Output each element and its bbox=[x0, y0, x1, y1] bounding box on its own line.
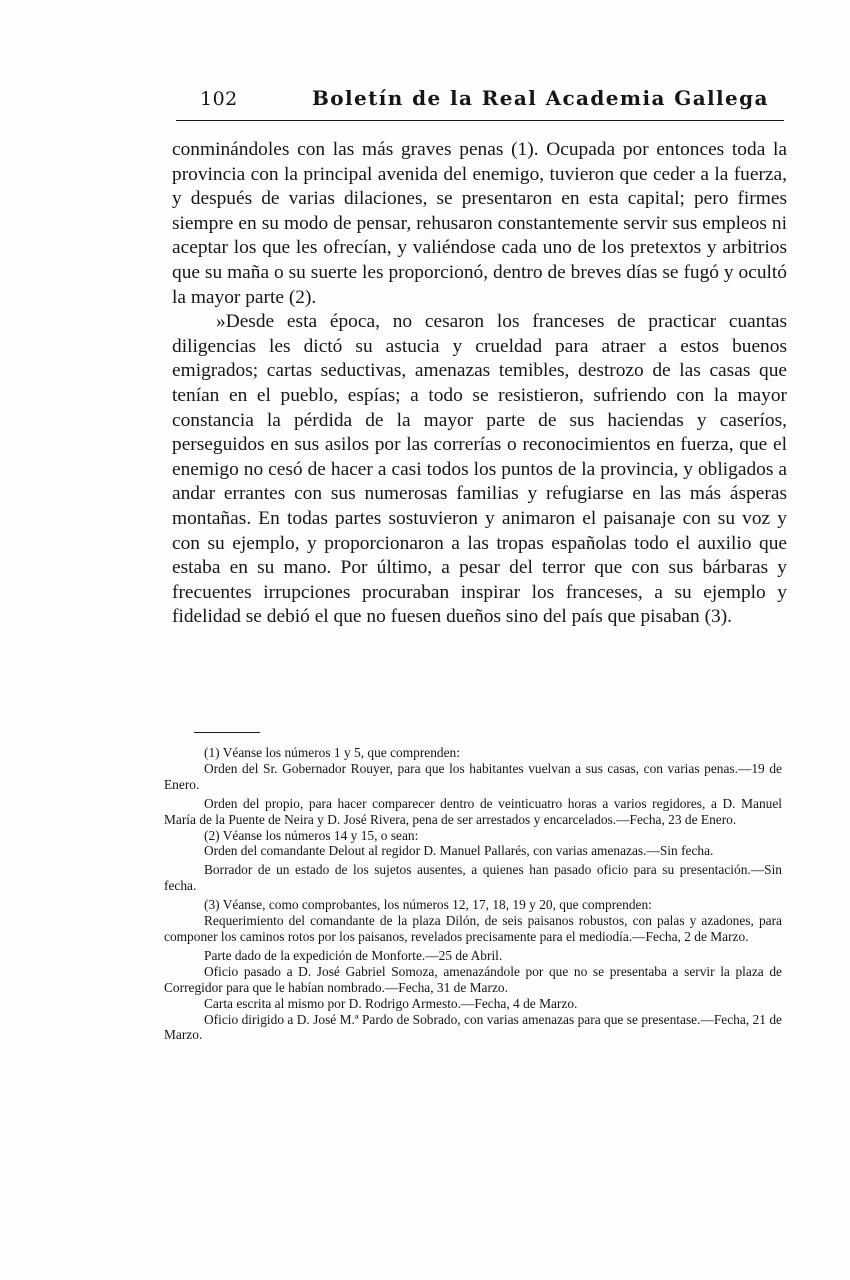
footnote-heading: (2) Véanse los números 14 y 15, o sean: bbox=[204, 827, 419, 843]
running-title: Boletín de la Real Academia Gallega bbox=[312, 86, 769, 110]
page-header bbox=[176, 84, 784, 121]
footnote-entry: Orden del propio, para hacer comparecer dentro de veinticuatro horas a varios regidores, a D. Manuel María de la Puente de Neira y D. José Rivera, pena de ser arrestados y encarcelados.—Fecha, 23 de Enero. bbox=[164, 795, 782, 827]
footnote-entry: Borrador de un estado de los sujetos ausentes, a quienes han pasado oficio para su presentación.—Sin fecha. bbox=[164, 862, 782, 894]
footnote-entry: Orden del Sr. Gobernador Rouyer, para que los habitantes vuelvan a sus casas, con varias penas.—19 de Enero. bbox=[164, 760, 782, 792]
footnote-entry: Carta escrita al mismo por D. Rodrigo Armesto.—Fecha, 4 de Marzo. bbox=[204, 995, 578, 1011]
footnote-heading: (3) Véanse, como comprobantes, los números 12, 17, 18, 19 y 20, que comprenden: bbox=[204, 897, 652, 913]
footnote-entry: Orden del comandante Delout al regidor D. Manuel Pallarés, con varias amenazas.—Sin fecha. bbox=[204, 843, 714, 859]
footnote-entry: Parte dado de la expedición de Monforte.—25 de Abril. bbox=[204, 947, 503, 963]
paragraph: »Desde esta época, no cesaron los franceses de practicar cuantas diligencias les dictó su astucia y crueldad para atraer a estos buenos emigrados; cartas seductivas, amenazas temibles, destrozo de las casas que tenían en el pueblo, espías; a todo se resistieron, sufriendo con la mayor constancia la pérdida de la mayor parte de sus haciendas y caseríos, perseguidos en sus asilos por las correrías o reconocimientos en fuerza, que el enemigo no cesó de hacer a casi todos los puntos de la provincia, y obligados a andar errantes con sus numerosas familias y refugiarse en las más ásperas montañas. En todas partes sostuvieron y animaron el paisanaje con su voz y con su ejemplo, y proporcionaron a las tropas españolas todo el auxilio que estaba en su mano. Por último, a pesar del terror que con sus bárbaras y frecuentes irrupciones procuraban inspirar los franceses, a su ejemplo y fidelidad se debió el que no fuesen dueños sino del país que pisaban (3). bbox=[172, 311, 787, 628]
page-number: 102 bbox=[200, 88, 238, 110]
paragraph: conminándoles con las más graves penas (1). Ocupada por entonces toda la provincia con la principal avenida del enemigo, tuvieron que ceder a la fuerza, y después de varias dilaciones, se presentaron en esta capital; pero firmes siempre en su modo de pensar, rehusaron constantemente servir sus empleos ni aceptar los que les ofrecían, y valiéndose cada uno de los pretextos y arbitrios que su maña o su suerte les proporcionó, dentro de breves días se fugó y ocultó la mayor parte (2). bbox=[172, 139, 787, 308]
main-text bbox=[172, 138, 787, 630]
footnotes bbox=[164, 745, 782, 1043]
footnote-entry: Oficio dirigido a D. José M.ª Pardo de Sobrado, con varias amenazas para que se presentase.—Fecha, 21 de Marzo. bbox=[164, 1011, 782, 1043]
footnote-heading: (1) Véanse los números 1 y 5, que comprenden: bbox=[204, 745, 460, 760]
footnote-entry: Oficio pasado a D. José Gabriel Somoza, amenazándole por que no se presentaba a servir la plaza de Corregidor para que le habían nombrado.—Fecha, 31 de Marzo. bbox=[164, 963, 782, 995]
footnote-entry: Requerimiento del comandante de la plaza Dilón, de seis paisanos robustos, con palas y azadones, para componer los caminos rotos por los paisanos, revelados precisamente para el mediodía.—Fecha, 2 de Marzo. bbox=[164, 913, 782, 944]
footnote-separator bbox=[194, 732, 260, 733]
